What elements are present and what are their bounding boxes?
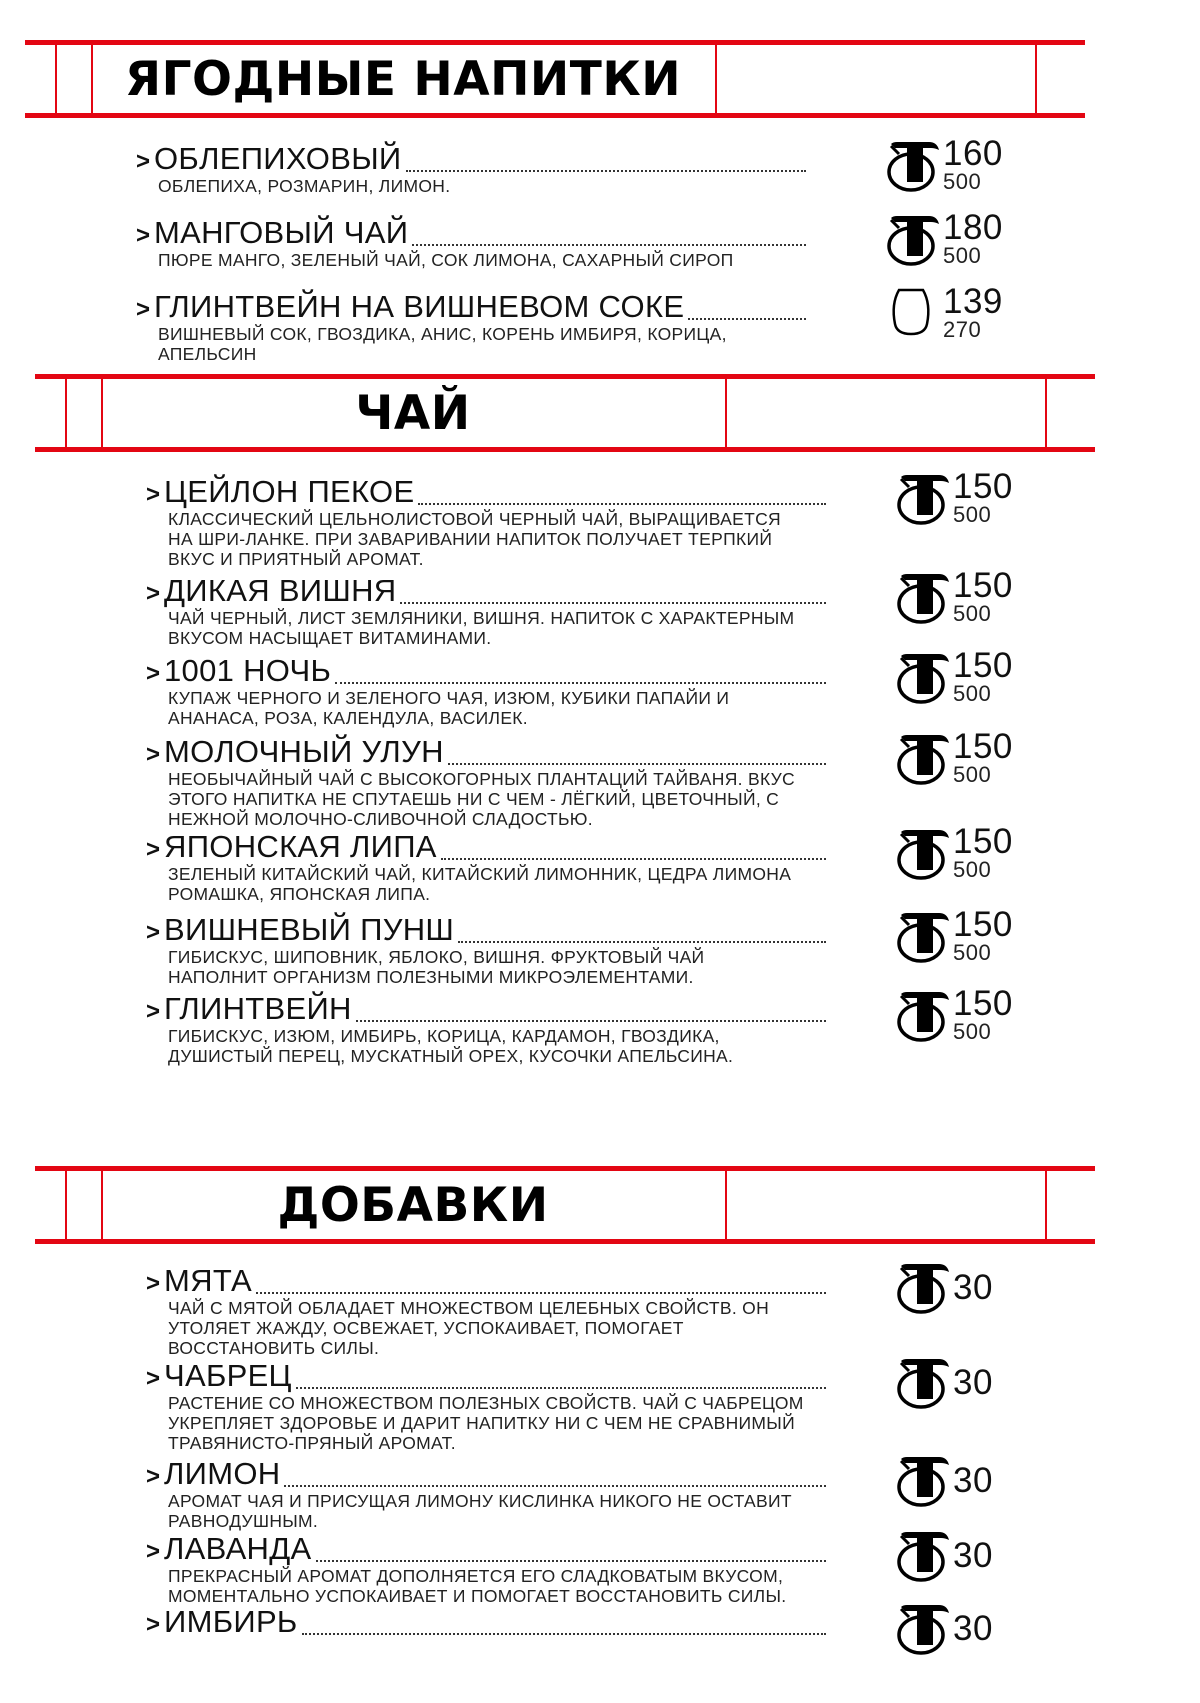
price-block: [895, 1451, 1045, 1513]
menu-item: [146, 828, 826, 904]
arrow-icon: >: [146, 660, 161, 687]
header-divider: [725, 1166, 727, 1244]
price-block: [895, 1599, 1045, 1661]
price-volume: 500: [953, 857, 992, 882]
section-header-berry: [25, 40, 1085, 118]
header-divider: [1045, 1166, 1047, 1244]
item-description: КУПАЖ ЧЕРНОГО И ЗЕЛЕНОГО ЧАЯ, ИЗЮМ, КУБИКИ ПАПАЙИ И АНАНАСА, РОЗА, КАЛЕНДУЛА, ВАСИЛЕК.: [168, 688, 730, 728]
item-name: МЯТА: [164, 1263, 253, 1298]
arrow-icon: >: [136, 148, 151, 175]
price-block: [895, 1258, 1045, 1320]
dotted-leader: [356, 1018, 826, 1022]
arrow-icon: >: [146, 580, 161, 607]
item-name-row: [146, 1530, 826, 1566]
item-name: МОЛОЧНЫЙ УЛУН: [164, 734, 444, 769]
price-amount: 150: [953, 467, 1013, 506]
price-block: [895, 1526, 1045, 1588]
item-name-row: [146, 733, 826, 769]
item-description: ГИБИСКУС, ИЗЮМ, ИМБИРЬ, КОРИЦА, КАРДАМОН, ГВОЗДИКА, ДУШИСТЫЙ ПЕРЕЦ, МУСКАТНЫЙ ОРЕХ, КУСОЧКИ АПЕЛЬСИНА.: [168, 1026, 734, 1066]
header-divider: [1045, 374, 1047, 452]
dotted-leader: [458, 939, 826, 943]
header-divider: [725, 374, 727, 452]
price-amount: 30: [953, 1268, 993, 1307]
arrow-icon: >: [146, 1270, 161, 1297]
item-description: КЛАССИЧЕСКИЙ ЦЕЛЬНОЛИСТОВОЙ ЧЕРНЫЙ ЧАЙ, ВЫРАЩИВАЕТСЯ НА ШРИ-ЛАНКЕ. ПРИ ЗАВАРИВАНИИ НАПИТОК ПОЛУЧАЕТ ТЕРПКИЙ ВКУС И ПРИЯТНЫЙ АРОМАТ.: [168, 509, 781, 569]
header-divider: [65, 374, 67, 452]
dotted-leader: [296, 1385, 826, 1389]
item-name: ОБЛЕПИХОВЫЙ: [154, 141, 402, 176]
menu-item: [136, 214, 816, 270]
header-divider: [55, 40, 57, 118]
price-volume: 270: [943, 317, 982, 342]
price-block: [895, 1353, 1045, 1415]
menu-item: [146, 1357, 826, 1453]
dotted-leader: [316, 1558, 826, 1562]
item-name: ЦЕЙЛОН ПЕКОЕ: [164, 474, 415, 509]
price-amount: 139: [943, 282, 1003, 321]
menu-item: [146, 911, 826, 987]
item-name: 1001 НОЧЬ: [164, 653, 332, 688]
item-description: НЕОБЫЧАЙНЫЙ ЧАЙ С ВЫСОКОГОРНЫХ ПЛАНТАЦИЙ ТАЙВАНЯ. ВКУС ЭТОГО НАПИТКА НЕ СПУТАЕШЬ НИ С ЧЕМ - ЛЁГКИЙ, ЦВЕТОЧНЫЙ, С НЕЖНОЙ МОЛОЧНО-СЛИВОЧНОЙ СЛАДОСТЬЮ.: [168, 769, 795, 829]
dotted-leader: [418, 501, 826, 505]
price-volume: 500: [953, 762, 992, 787]
item-name: ЛАВАНДА: [164, 1531, 312, 1566]
item-name-row: [146, 572, 826, 608]
price-block: [895, 824, 1045, 886]
item-name-row: [146, 990, 826, 1026]
item-description: ЧАЙ ЧЕРНЫЙ, ЛИСТ ЗЕМЛЯНИКИ, ВИШНЯ. НАПИТОК С ХАРАКТЕРНЫМ ВКУСОМ НАСЫЩАЕТ ВИТАМИНАМИ.: [168, 608, 795, 648]
price-volume: 500: [953, 1019, 992, 1044]
price-amount: 160: [943, 134, 1003, 173]
item-name-row: [146, 911, 826, 947]
price-block: [895, 986, 1045, 1048]
section-header-addons: [35, 1166, 1095, 1244]
dotted-leader: [448, 761, 826, 765]
price-amount: 150: [953, 646, 1013, 685]
item-name-row: [146, 1603, 826, 1639]
price-amount: 180: [943, 208, 1003, 247]
price-amount: 150: [953, 984, 1013, 1023]
section-title: ДОБАВКИ: [277, 1177, 549, 1233]
menu-item: [146, 1530, 826, 1606]
arrow-icon: >: [136, 296, 151, 323]
header-divider: [1035, 40, 1037, 118]
item-name: ИМБИРЬ: [164, 1604, 298, 1639]
price-volume: 500: [943, 169, 982, 194]
price-block: [885, 136, 1035, 198]
item-description: ЧАЙ С МЯТОЙ ОБЛАДАЕТ МНОЖЕСТВОМ ЦЕЛЕБНЫХ СВОЙСТВ. ОН УТОЛЯЕТ ЖАЖДУ, ОСВЕЖАЕТ, УСПОКАИВАЕТ, ПОМОГАЕТ ВОССТАНОВИТЬ СИЛЫ.: [168, 1298, 770, 1358]
dotted-leader: [406, 168, 806, 172]
item-description: АРОМАТ ЧАЯ И ПРИСУЩАЯ ЛИМОНУ КИСЛИНКА НИКОГО НЕ ОСТАВИТ РАВНОДУШНЫМ.: [168, 1491, 792, 1531]
dotted-leader: [400, 600, 826, 604]
menu-item: [146, 473, 826, 569]
menu-item: [146, 1455, 826, 1531]
arrow-icon: >: [146, 741, 161, 768]
menu-item: [146, 990, 826, 1066]
item-name: ГЛИНТВЕЙН НА ВИШНЕВОМ СОКЕ: [154, 289, 685, 324]
price-volume: 500: [953, 940, 992, 965]
item-name-row: [136, 140, 806, 176]
menu-item: [146, 572, 826, 648]
item-name: ГЛИНТВЕЙН: [164, 991, 352, 1026]
dotted-leader: [256, 1290, 826, 1294]
price-amount: 150: [953, 905, 1013, 944]
price-block: [895, 907, 1045, 969]
dotted-leader: [284, 1483, 826, 1487]
item-name-row: [146, 1357, 826, 1393]
item-name-row: [146, 652, 826, 688]
item-description: РАСТЕНИЕ СО МНОЖЕСТВОМ ПОЛЕЗНЫХ СВОЙСТВ. ЧАЙ С ЧАБРЕЦОМ УКРЕПЛЯЕТ ЗДОРОВЬЕ И ДАРИТ НАПИТКУ НИ С ЧЕМ НЕ СРАВНИМЫЙ ТРАВЯНИСТО-ПРЯНЫЙ АРОМАТ.: [168, 1393, 804, 1453]
item-name: МАНГОВЫЙ ЧАЙ: [154, 215, 409, 250]
price-block: [895, 648, 1045, 710]
item-name: ДИКАЯ ВИШНЯ: [164, 573, 397, 608]
menu-item: [136, 288, 816, 364]
price-block: [895, 469, 1045, 531]
price-block: [895, 568, 1045, 630]
item-description: ГИБИСКУС, ШИПОВНИК, ЯБЛОКО, ВИШНЯ. ФРУКТОВЫЙ ЧАЙ НАПОЛНИТ ОРГАНИЗМ ПОЛЕЗНЫМИ МИКРОЭЛЕМЕНТАМИ.: [168, 947, 705, 987]
item-description: ОБЛЕПИХА, РОЗМАРИН, ЛИМОН.: [158, 176, 451, 196]
item-name: ВИШНЕВЫЙ ПУНШ: [164, 912, 455, 947]
item-description: ВИШНЕВЫЙ СОК, ГВОЗДИКА, АНИС, КОРЕНЬ ИМБИРЯ, КОРИЦА, АПЕЛЬСИН: [158, 324, 727, 364]
dotted-leader: [302, 1631, 826, 1635]
price-amount: 150: [953, 566, 1013, 605]
section-header-tea: [35, 374, 1095, 452]
price-amount: 30: [953, 1536, 993, 1575]
section-title: ЯГОДНЫЕ НАПИТКИ: [124, 51, 682, 107]
price-amount: 150: [953, 727, 1013, 766]
arrow-icon: >: [146, 1365, 161, 1392]
header-divider: [65, 1166, 67, 1244]
menu-item: [146, 652, 826, 728]
item-name-row: [136, 288, 806, 324]
dotted-leader: [441, 856, 826, 860]
price-volume: 500: [943, 243, 982, 268]
price-amount: 30: [953, 1461, 993, 1500]
arrow-icon: >: [146, 481, 161, 508]
price-volume: 500: [953, 601, 992, 626]
item-name: ЛИМОН: [164, 1456, 281, 1491]
header-divider: [715, 40, 717, 118]
item-name: ЯПОНСКАЯ ЛИПА: [164, 829, 437, 864]
item-name-row: [146, 1262, 826, 1298]
item-name-row: [146, 828, 826, 864]
section-title: ЧАЙ: [355, 385, 471, 441]
price-volume: 500: [953, 681, 992, 706]
arrow-icon: >: [146, 998, 161, 1025]
item-name: ЧАБРЕЦ: [164, 1358, 292, 1393]
item-name-row: [146, 473, 826, 509]
price-volume: 500: [953, 502, 992, 527]
arrow-icon: >: [146, 919, 161, 946]
item-description: ПЮРЕ МАНГО, ЗЕЛЕНЫЙ ЧАЙ, СОК ЛИМОНА, САХАРНЫЙ СИРОП: [158, 250, 734, 270]
menu-item: [146, 733, 826, 829]
item-description: ПРЕКРАСНЫЙ АРОМАТ ДОПОЛНЯЕТСЯ ЕГО СЛАДКОВАТЫМ ВКУСОМ, МОМЕНТАЛЬНО УСПОКАИВАЕТ И ПОМОГАЕТ ВОССТАНОВИТЬ СИЛЫ.: [168, 1566, 787, 1606]
price-amount: 30: [953, 1609, 993, 1648]
menu-item: [136, 140, 816, 196]
arrow-icon: >: [136, 222, 151, 249]
menu-item: [146, 1262, 826, 1358]
arrow-icon: >: [146, 1538, 161, 1565]
price-block: [885, 284, 1035, 346]
dotted-leader: [412, 242, 806, 246]
price-block: [895, 729, 1045, 791]
price-block: [885, 210, 1035, 272]
price-amount: 150: [953, 822, 1013, 861]
item-description: ЗЕЛЕНЫЙ КИТАЙСКИЙ ЧАЙ, КИТАЙСКИЙ ЛИМОННИК, ЦЕДРА ЛИМОНА РОМАШКА, ЯПОНСКАЯ ЛИПА.: [168, 864, 792, 904]
arrow-icon: >: [146, 1463, 161, 1490]
menu-item: [146, 1603, 826, 1639]
dotted-leader: [335, 680, 826, 684]
item-name-row: [136, 214, 806, 250]
dotted-leader: [688, 316, 806, 320]
price-amount: 30: [953, 1363, 993, 1402]
arrow-icon: >: [146, 1611, 161, 1638]
item-name-row: [146, 1455, 826, 1491]
arrow-icon: >: [146, 836, 161, 863]
